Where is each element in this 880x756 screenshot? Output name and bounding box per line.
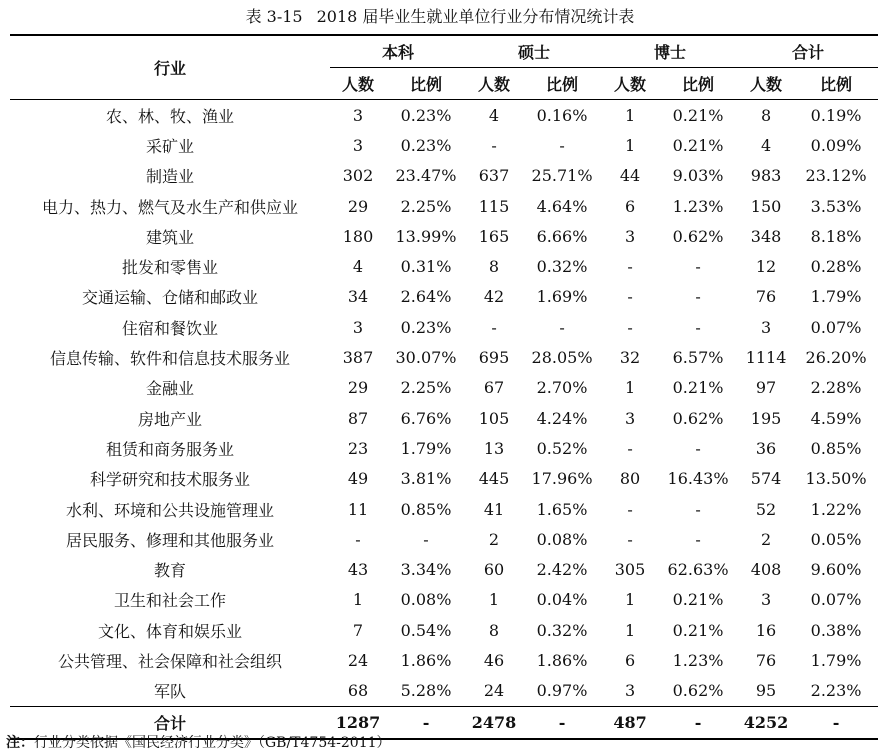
table-row	[10, 554, 878, 584]
industry-name: 文化、体育和娱乐业	[97, 621, 242, 641]
table-row	[10, 494, 878, 524]
table-row	[10, 615, 878, 645]
count-cell: 3	[760, 317, 772, 337]
ratio-cell: -	[695, 287, 701, 307]
industry-name: 电力、热力、燃气及水生产和供应业	[41, 197, 298, 217]
ratio-cell: 0.21%	[672, 590, 724, 610]
ratio-cell: -	[695, 529, 701, 549]
ratio-cell: 0.31%	[400, 257, 452, 277]
count-cell: 180	[342, 226, 374, 246]
ratio-cell: 0.52%	[536, 438, 588, 458]
count-cell: 76	[755, 287, 777, 307]
ratio-cell: 1.86%	[536, 650, 588, 670]
ratio-cell: 28.05%	[531, 348, 593, 368]
table-row	[10, 585, 878, 615]
ratio-cell: 2.23%	[810, 681, 862, 701]
industry-name: 采矿业	[145, 136, 194, 156]
count-cell: 1	[624, 620, 636, 640]
industry-name: 建筑业	[145, 227, 194, 247]
industry-name: 交通运输、仓储和邮政业	[81, 288, 258, 308]
table-row	[10, 645, 878, 675]
ratio-cell: 2.70%	[536, 378, 588, 398]
total-cell: -	[658, 706, 738, 739]
count-cell: -	[627, 257, 633, 277]
table-row	[10, 676, 878, 707]
ratio-cell: 0.21%	[672, 620, 724, 640]
count-cell: 24	[483, 681, 505, 701]
ratio-cell: 0.21%	[672, 378, 724, 398]
count-cell: 29	[347, 378, 369, 398]
ratio-cell: -	[695, 317, 701, 337]
count-cell: 348	[750, 226, 782, 246]
ratio-cell: 6.57%	[672, 348, 724, 368]
header-count: 人数	[466, 68, 522, 100]
table-row	[10, 433, 878, 463]
count-cell: 24	[347, 650, 369, 670]
count-cell: 8	[760, 105, 772, 125]
count-cell: 6	[624, 650, 636, 670]
ratio-cell: 5.28%	[400, 681, 452, 701]
ratio-cell: 1.23%	[672, 196, 724, 216]
ratio-cell: 16.43%	[667, 469, 729, 489]
count-cell: 1	[352, 590, 364, 610]
count-cell: 60	[483, 560, 505, 580]
ratio-cell: 9.03%	[672, 166, 724, 186]
count-cell: 44	[619, 166, 641, 186]
count-cell: 1	[488, 590, 500, 610]
table-title: 2018 届毕业生就业单位行业分布情况统计表	[316, 7, 635, 26]
table-row	[10, 161, 878, 191]
count-cell: 1114	[745, 348, 787, 368]
ratio-cell: 4.64%	[536, 196, 588, 216]
count-cell: 16	[755, 620, 777, 640]
count-cell: -	[627, 287, 633, 307]
ratio-cell: 0.62%	[672, 681, 724, 701]
ratio-cell: 0.23%	[400, 105, 452, 125]
ratio-cell: -	[695, 257, 701, 277]
ratio-cell: 0.85%	[810, 438, 862, 458]
count-cell: 95	[755, 681, 777, 701]
industry-name: 科学研究和技术服务业	[89, 470, 250, 490]
ratio-cell: 2.64%	[400, 287, 452, 307]
ratio-cell: 0.23%	[400, 135, 452, 155]
ratio-cell: 0.62%	[672, 408, 724, 428]
total-label: 合计	[10, 706, 330, 739]
ratio-cell: 0.04%	[536, 590, 588, 610]
ratio-cell: 2.25%	[400, 196, 452, 216]
ratio-cell: 17.96%	[531, 469, 593, 489]
ratio-cell: -	[695, 438, 701, 458]
ratio-cell: 62.63%	[667, 560, 729, 580]
header-total: 合计	[738, 35, 878, 68]
count-cell: -	[627, 499, 633, 519]
table-body	[10, 100, 878, 707]
count-cell: 12	[755, 257, 777, 277]
count-cell: 445	[478, 469, 510, 489]
count-cell: 3	[760, 590, 772, 610]
table-note	[6, 733, 391, 753]
ratio-cell: 1.23%	[672, 650, 724, 670]
header-count: 人数	[330, 68, 386, 100]
ratio-cell: 2.42%	[536, 560, 588, 580]
count-cell: 7	[352, 620, 364, 640]
count-cell: 305	[614, 560, 646, 580]
industry-name: 公共管理、社会保障和社会组织	[57, 651, 282, 671]
ratio-cell: 1.22%	[810, 499, 862, 519]
table-row	[10, 464, 878, 494]
count-cell: -	[627, 529, 633, 549]
count-cell: 23	[347, 438, 369, 458]
total-cell: -	[386, 706, 466, 739]
table-row	[10, 100, 878, 131]
ratio-cell: 23.12%	[805, 166, 867, 186]
total-cell: 4252	[738, 706, 794, 739]
count-cell: 3	[624, 681, 636, 701]
count-cell: 87	[347, 408, 369, 428]
count-cell: 3	[352, 105, 364, 125]
count-cell: 637	[478, 166, 510, 186]
ratio-cell: 1.79%	[810, 650, 862, 670]
header-ratio: 比例	[658, 68, 738, 100]
count-cell: -	[355, 529, 361, 549]
table-row	[10, 251, 878, 281]
total-cell: 2478	[466, 706, 522, 739]
industry-name: 金融业	[145, 379, 194, 399]
ratio-cell: 0.54%	[400, 620, 452, 640]
header-ratio: 比例	[386, 68, 466, 100]
count-cell: -	[627, 317, 633, 337]
count-cell: 387	[342, 348, 374, 368]
ratio-cell: 0.07%	[810, 317, 862, 337]
table-caption	[0, 6, 880, 28]
count-cell: 2	[760, 529, 772, 549]
count-cell: 105	[478, 408, 510, 428]
ratio-cell: 0.21%	[672, 135, 724, 155]
ratio-cell: 6.66%	[536, 226, 588, 246]
industry-name: 水利、环境和公共设施管理业	[65, 500, 274, 520]
ratio-cell: 0.32%	[536, 620, 588, 640]
ratio-cell: 6.76%	[400, 408, 452, 428]
ratio-cell: 0.21%	[672, 105, 724, 125]
count-cell: 4	[760, 135, 772, 155]
ratio-cell: 0.23%	[400, 317, 452, 337]
ratio-cell: 1.79%	[400, 438, 452, 458]
count-cell: 36	[755, 438, 777, 458]
ratio-cell: 1.65%	[536, 499, 588, 519]
count-cell: 97	[755, 378, 777, 398]
industry-name: 教育	[153, 561, 186, 581]
header-master: 硕士	[466, 35, 602, 68]
count-cell: 29	[347, 196, 369, 216]
industry-name: 制造业	[145, 167, 194, 187]
count-cell: 1	[624, 590, 636, 610]
count-cell: 983	[750, 166, 782, 186]
ratio-cell: 1.69%	[536, 287, 588, 307]
count-cell: 195	[750, 408, 782, 428]
ratio-cell: 2.28%	[810, 378, 862, 398]
count-cell: 46	[483, 650, 505, 670]
industry-name: 信息传输、软件和信息技术服务业	[49, 349, 290, 369]
ratio-cell: 23.47%	[395, 166, 457, 186]
ratio-cell: 0.19%	[810, 105, 862, 125]
ratio-cell: -	[559, 135, 565, 155]
ratio-cell: 0.32%	[536, 257, 588, 277]
ratio-cell: 0.85%	[400, 499, 452, 519]
count-cell: 695	[478, 348, 510, 368]
count-cell: -	[627, 438, 633, 458]
ratio-cell: 0.05%	[810, 529, 862, 549]
ratio-cell: 3.34%	[400, 560, 452, 580]
ratio-cell: 25.71%	[531, 166, 593, 186]
count-cell: 4	[488, 105, 500, 125]
ratio-cell: 13.50%	[805, 469, 867, 489]
total-cell: 487	[602, 706, 658, 739]
industry-name: 居民服务、修理和其他服务业	[65, 530, 274, 550]
count-cell: 8	[488, 620, 500, 640]
ratio-cell: 0.07%	[810, 590, 862, 610]
ratio-cell: 2.25%	[400, 378, 452, 398]
header-count: 人数	[602, 68, 658, 100]
count-cell: 42	[483, 287, 505, 307]
count-cell: 8	[488, 257, 500, 277]
ratio-cell: 0.08%	[536, 529, 588, 549]
count-cell: 11	[347, 499, 369, 519]
count-cell: 32	[619, 348, 641, 368]
table-row	[10, 191, 878, 221]
header-ratio: 比例	[522, 68, 602, 100]
table-row	[10, 312, 878, 342]
total-cell: -	[522, 706, 602, 739]
ratio-cell: 4.24%	[536, 408, 588, 428]
table-row	[10, 342, 878, 372]
count-cell: 34	[347, 287, 369, 307]
ratio-cell: 0.09%	[810, 135, 862, 155]
note-text: 行业分类依据《国民经济行业分类》（GB/T4754-2011）	[34, 735, 391, 751]
table-row	[10, 221, 878, 251]
count-cell: 3	[624, 226, 636, 246]
count-cell: 1	[624, 378, 636, 398]
count-cell: 4	[352, 257, 364, 277]
table-row	[10, 403, 878, 433]
count-cell: 68	[347, 681, 369, 701]
count-cell: 302	[342, 166, 374, 186]
ratio-cell: 1.86%	[400, 650, 452, 670]
header-ratio: 比例	[794, 68, 878, 100]
count-cell: 13	[483, 438, 505, 458]
count-cell: 1	[624, 135, 636, 155]
header-doctor: 博士	[602, 35, 738, 68]
ratio-cell: -	[559, 317, 565, 337]
count-cell: 150	[750, 196, 782, 216]
table-row	[10, 524, 878, 554]
ratio-cell: 3.53%	[810, 196, 862, 216]
ratio-cell: 0.62%	[672, 226, 724, 246]
count-cell: 49	[347, 469, 369, 489]
header-count: 人数	[738, 68, 794, 100]
table-row	[10, 282, 878, 312]
industry-name: 房地产业	[137, 409, 202, 429]
header-bachelor: 本科	[330, 35, 466, 68]
table-row	[10, 373, 878, 403]
count-cell: 3	[352, 317, 364, 337]
count-cell: 41	[483, 499, 505, 519]
ratio-cell: 26.20%	[805, 348, 867, 368]
ratio-cell: 13.99%	[395, 226, 457, 246]
ratio-cell: -	[423, 529, 429, 549]
ratio-cell: 30.07%	[395, 348, 457, 368]
count-cell: 3	[352, 135, 364, 155]
count-cell: 52	[755, 499, 777, 519]
ratio-cell: 1.79%	[810, 287, 862, 307]
count-cell: 6	[624, 196, 636, 216]
count-cell: 574	[750, 469, 782, 489]
count-cell: 67	[483, 378, 505, 398]
ratio-cell: 0.97%	[536, 681, 588, 701]
industry-distribution-table	[10, 34, 878, 740]
ratio-cell: 3.81%	[400, 469, 452, 489]
ratio-cell: 8.18%	[810, 226, 862, 246]
industry-name: 军队	[153, 682, 186, 702]
header-industry: 行业	[10, 35, 330, 100]
count-cell: 115	[478, 196, 510, 216]
count-cell: 408	[750, 560, 782, 580]
ratio-cell: 0.16%	[536, 105, 588, 125]
industry-name: 批发和零售业	[121, 258, 218, 278]
count-cell: 1	[624, 105, 636, 125]
industry-name: 农、林、牧、渔业	[105, 106, 234, 126]
note-label: 注：	[6, 735, 34, 751]
count-cell: 2	[488, 529, 500, 549]
ratio-cell: 9.60%	[810, 560, 862, 580]
table-number: 表 3-15	[245, 7, 303, 26]
count-cell: 43	[347, 560, 369, 580]
count-cell: -	[491, 135, 497, 155]
count-cell: 76	[755, 650, 777, 670]
industry-name: 住宿和餐饮业	[121, 318, 218, 338]
total-cell: 1287	[330, 706, 386, 739]
ratio-cell: 0.08%	[400, 590, 452, 610]
count-cell: -	[491, 317, 497, 337]
count-cell: 165	[478, 226, 510, 246]
ratio-cell: 0.38%	[810, 620, 862, 640]
industry-name: 租赁和商务服务业	[105, 439, 234, 459]
table-row	[10, 130, 878, 160]
count-cell: 80	[619, 469, 641, 489]
ratio-cell: -	[695, 499, 701, 519]
total-cell: -	[794, 706, 878, 739]
count-cell: 3	[624, 408, 636, 428]
industry-name: 卫生和社会工作	[113, 591, 226, 611]
ratio-cell: 0.28%	[810, 257, 862, 277]
ratio-cell: 4.59%	[810, 408, 862, 428]
